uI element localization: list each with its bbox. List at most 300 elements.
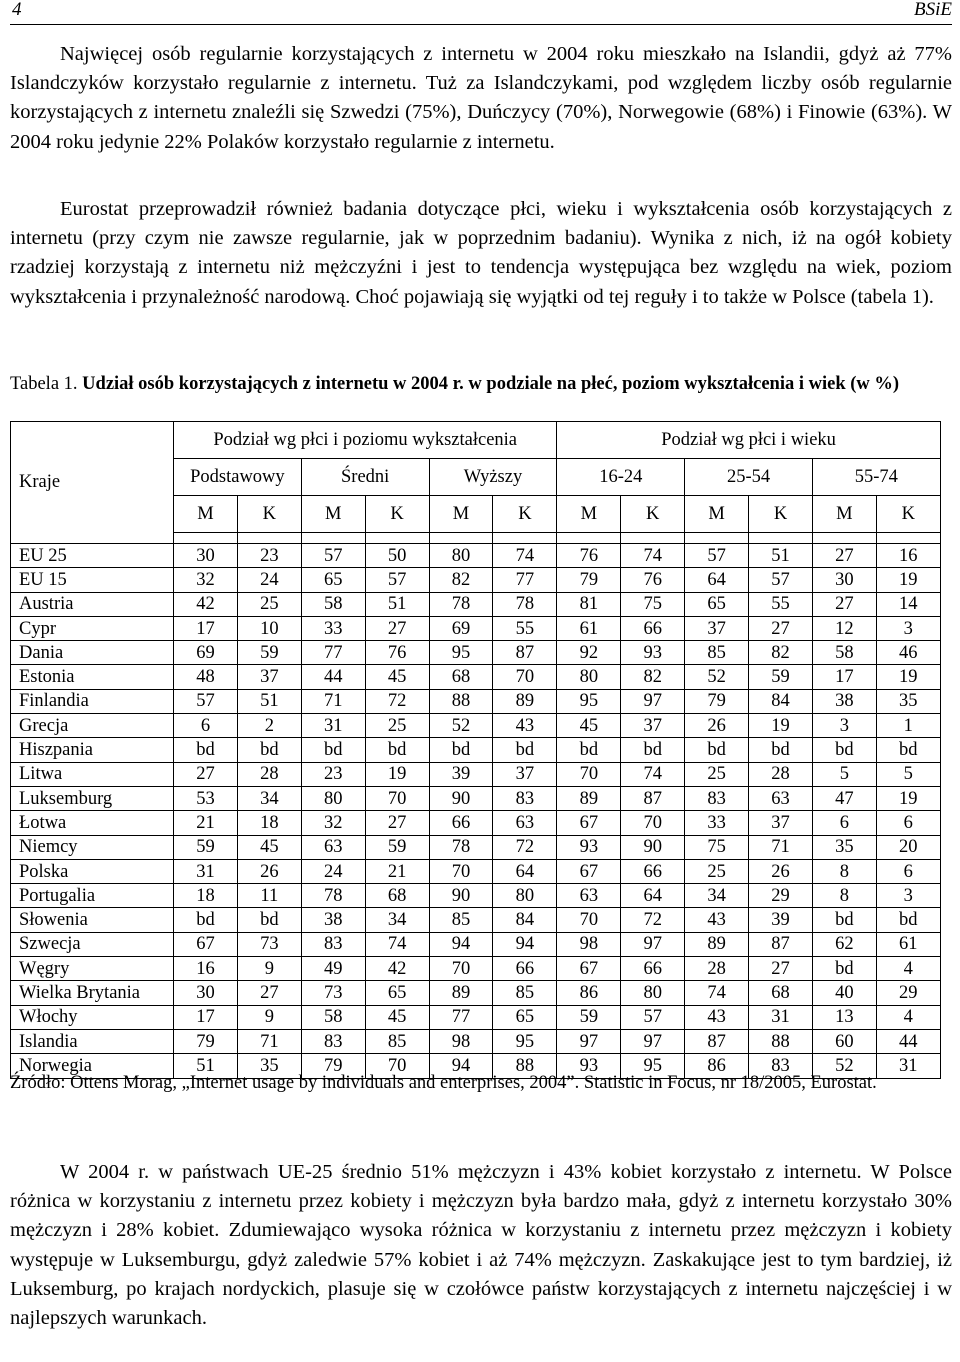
table-row [11, 592, 941, 616]
value-cell: 93 [557, 1054, 621, 1078]
value-cell: 27 [237, 981, 301, 1005]
subgroup-header: 55-74 [812, 459, 940, 496]
value-cell: 87 [621, 786, 685, 810]
table-row [11, 981, 941, 1005]
value-cell: 70 [429, 859, 493, 883]
sex-header: M [301, 496, 365, 533]
value-cell: 29 [876, 981, 940, 1005]
value-cell: 26 [749, 859, 813, 883]
spacer-cell [685, 533, 749, 544]
value-cell: 13 [812, 1005, 876, 1029]
value-cell: 67 [557, 957, 621, 981]
country-cell: Austria [11, 592, 174, 616]
value-cell: 37 [237, 665, 301, 689]
value-cell: 30 [174, 981, 238, 1005]
country-cell: Estonia [11, 665, 174, 689]
value-cell: 26 [685, 714, 749, 738]
value-cell: 70 [493, 665, 557, 689]
spacer-cell [429, 533, 493, 544]
value-cell: 52 [685, 665, 749, 689]
value-cell: 58 [301, 592, 365, 616]
value-cell: 18 [237, 811, 301, 835]
value-cell: 45 [365, 1005, 429, 1029]
value-cell: 80 [493, 884, 557, 908]
table-row [11, 932, 941, 956]
value-cell: 80 [301, 786, 365, 810]
education-group-header: Podział wg płci i poziomu wykształcenia [174, 422, 557, 459]
paragraph-1-text: Najwięcej osób regularnie korzystających z internetu w 2004 roku mieszkało na Islandii, gdyż aż 77% Islandczyków korzystało regularnie z internetu. Tuż za Islandczykami, pod względem liczby osób regularnie korzystających z internetu znaleźli się Szwedzi (75%), Duńczycy (70%), Norwegowie (68%) i Finowie (63%). W 2004 roku jedynie 22% Polaków korzystało regularnie z internetu. [10, 43, 952, 153]
value-cell: 85 [685, 641, 749, 665]
value-cell: 83 [685, 786, 749, 810]
value-cell: 65 [685, 592, 749, 616]
value-cell: bd [174, 738, 238, 762]
value-cell: 67 [557, 859, 621, 883]
value-cell: 95 [493, 1029, 557, 1053]
value-cell: 10 [237, 616, 301, 640]
sex-header: M [812, 496, 876, 533]
value-cell: 17 [812, 665, 876, 689]
value-cell: 52 [812, 1054, 876, 1078]
value-cell: 24 [237, 568, 301, 592]
table-caption [10, 372, 952, 397]
value-cell: 90 [621, 835, 685, 859]
value-cell: 27 [749, 957, 813, 981]
value-cell: 9 [237, 957, 301, 981]
table-row [11, 859, 941, 883]
value-cell: 4 [876, 957, 940, 981]
table-row [11, 665, 941, 689]
value-cell: 74 [493, 544, 557, 568]
value-cell: 58 [301, 1005, 365, 1029]
value-cell: 35 [876, 689, 940, 713]
value-cell: 25 [365, 714, 429, 738]
value-cell: 31 [749, 1005, 813, 1029]
value-cell: 69 [429, 616, 493, 640]
table-row [11, 544, 941, 568]
value-cell: 63 [749, 786, 813, 810]
value-cell: 80 [557, 665, 621, 689]
country-cell: EU 15 [11, 568, 174, 592]
value-cell: 23 [237, 544, 301, 568]
value-cell: 49 [301, 957, 365, 981]
value-cell: bd [301, 738, 365, 762]
country-cell: Polska [11, 859, 174, 883]
value-cell: 6 [174, 714, 238, 738]
value-cell: 68 [749, 981, 813, 1005]
value-cell: 79 [557, 568, 621, 592]
value-cell: 75 [685, 835, 749, 859]
value-cell: 31 [174, 859, 238, 883]
value-cell: 28 [237, 762, 301, 786]
country-cell: Niemcy [11, 835, 174, 859]
country-cell: EU 25 [11, 544, 174, 568]
sex-header: M [685, 496, 749, 533]
value-cell: 90 [429, 884, 493, 908]
value-cell: 17 [174, 1005, 238, 1029]
paragraph-3-text: W 2004 r. w państwach UE-25 średnio 51% mężczyzn i 43% kobiet korzystało z internetu. W Polsce różnica w korzystaniu z internetu przez kobiety i mężczyzn była bardzo mała, gdyż z internetu korzystało 30% mężczyzn i 28% kobiet. Zdumiewająco wysoka różnica w korzystaniu z internetu przez mężczyzn i kobiety występuje w Luksemburgu, gdyż zaledwie 57% kobiet i aż 74% mężczyzn. Zaskakujące jest to tym bardziej, iż Luksemburg, po krajach nordyckich, plasuje się w czołówce państw korzystających z internetu najczęściej i w najlepszych warunkach. [10, 1161, 952, 1330]
value-cell: 27 [812, 592, 876, 616]
value-cell: 23 [301, 762, 365, 786]
subgroup-header: Podstawowy [174, 459, 302, 496]
value-cell: 2 [237, 714, 301, 738]
value-cell: 75 [621, 592, 685, 616]
value-cell: 6 [876, 859, 940, 883]
value-cell: bd [812, 738, 876, 762]
country-cell: Litwa [11, 762, 174, 786]
value-cell: 88 [749, 1029, 813, 1053]
value-cell: 28 [749, 762, 813, 786]
value-cell: 40 [812, 981, 876, 1005]
value-cell: bd [876, 908, 940, 932]
value-cell: 79 [685, 689, 749, 713]
value-cell: 5 [812, 762, 876, 786]
country-cell: Islandia [11, 1029, 174, 1053]
value-cell: 88 [493, 1054, 557, 1078]
sex-header: K [365, 496, 429, 533]
value-cell: 86 [557, 981, 621, 1005]
value-cell: bd [812, 957, 876, 981]
value-cell: bd [812, 908, 876, 932]
value-cell: 85 [493, 981, 557, 1005]
value-cell: bd [237, 908, 301, 932]
table-row [11, 616, 941, 640]
value-cell: 57 [685, 544, 749, 568]
value-cell: 70 [557, 908, 621, 932]
value-cell: 19 [365, 762, 429, 786]
value-cell: 57 [301, 544, 365, 568]
value-cell: 8 [812, 884, 876, 908]
value-cell: 66 [493, 957, 557, 981]
value-cell: 64 [493, 859, 557, 883]
paragraph-3 [10, 1158, 952, 1333]
sex-header: K [237, 496, 301, 533]
value-cell: 71 [301, 689, 365, 713]
value-cell: 65 [493, 1005, 557, 1029]
value-cell: 95 [429, 641, 493, 665]
value-cell: 17 [174, 616, 238, 640]
value-cell: 37 [493, 762, 557, 786]
value-cell: 27 [174, 762, 238, 786]
value-cell: 21 [365, 859, 429, 883]
value-cell: 57 [621, 1005, 685, 1029]
country-cell: Słowenia [11, 908, 174, 932]
value-cell: 27 [812, 544, 876, 568]
sex-header: K [876, 496, 940, 533]
value-cell: 94 [429, 932, 493, 956]
value-cell: bd [621, 738, 685, 762]
value-cell: 31 [876, 1054, 940, 1078]
table-row [11, 1029, 941, 1053]
value-cell: bd [557, 738, 621, 762]
value-cell: 45 [557, 714, 621, 738]
value-cell: 88 [429, 689, 493, 713]
value-cell: 83 [749, 1054, 813, 1078]
value-cell: 42 [365, 957, 429, 981]
value-cell: 77 [493, 568, 557, 592]
value-cell: 62 [812, 932, 876, 956]
value-cell: 50 [365, 544, 429, 568]
table-row [11, 1005, 941, 1029]
value-cell: bd [493, 738, 557, 762]
value-cell: 30 [174, 544, 238, 568]
value-cell: 72 [621, 908, 685, 932]
spacer-cell [301, 533, 365, 544]
value-cell: 70 [557, 762, 621, 786]
value-cell: 32 [174, 568, 238, 592]
value-cell: 34 [685, 884, 749, 908]
value-cell: 82 [429, 568, 493, 592]
value-cell: 68 [429, 665, 493, 689]
value-cell: 78 [493, 592, 557, 616]
value-cell: 57 [174, 689, 238, 713]
value-cell: 89 [557, 786, 621, 810]
value-cell: 48 [174, 665, 238, 689]
value-cell: 65 [365, 981, 429, 1005]
sex-header: M [174, 496, 238, 533]
value-cell: 8 [812, 859, 876, 883]
value-cell: 51 [174, 1054, 238, 1078]
value-cell: 1 [876, 714, 940, 738]
table-row [11, 641, 941, 665]
value-cell: 44 [301, 665, 365, 689]
value-cell: 33 [685, 811, 749, 835]
value-cell: 72 [493, 835, 557, 859]
value-cell: 37 [685, 616, 749, 640]
country-cell: Portugalia [11, 884, 174, 908]
value-cell: bd [749, 738, 813, 762]
value-cell: 27 [365, 811, 429, 835]
page-number: 4 [12, 0, 22, 20]
value-cell: 63 [557, 884, 621, 908]
table-body [11, 544, 941, 1079]
table-row [11, 568, 941, 592]
value-cell: bd [174, 908, 238, 932]
value-cell: 97 [621, 1029, 685, 1053]
value-cell: 87 [685, 1029, 749, 1053]
country-cell: Cypr [11, 616, 174, 640]
value-cell: 83 [301, 1029, 365, 1053]
value-cell: 55 [493, 616, 557, 640]
value-cell: 29 [749, 884, 813, 908]
value-cell: 25 [685, 859, 749, 883]
table-row [11, 738, 941, 762]
value-cell: 84 [749, 689, 813, 713]
value-cell: 55 [749, 592, 813, 616]
country-cell: Norwegia [11, 1054, 174, 1078]
value-cell: 38 [812, 689, 876, 713]
value-cell: 45 [237, 835, 301, 859]
table-row [11, 689, 941, 713]
value-cell: 84 [493, 908, 557, 932]
value-cell: 82 [621, 665, 685, 689]
country-cell: Luksemburg [11, 786, 174, 810]
value-cell: 16 [876, 544, 940, 568]
caption-bold: Udział osób korzystających z internetu w 2004 r. [82, 374, 464, 394]
value-cell: 3 [876, 884, 940, 908]
value-cell: 87 [749, 932, 813, 956]
value-cell: 73 [237, 932, 301, 956]
value-cell: 79 [174, 1029, 238, 1053]
value-cell: 70 [365, 1054, 429, 1078]
value-cell: 98 [557, 932, 621, 956]
value-cell: 42 [174, 592, 238, 616]
value-cell: 89 [493, 689, 557, 713]
subgroup-header: 25-54 [685, 459, 813, 496]
value-cell: 74 [621, 544, 685, 568]
value-cell: 78 [301, 884, 365, 908]
value-cell: 70 [429, 957, 493, 981]
value-cell: 30 [812, 568, 876, 592]
value-cell: 11 [237, 884, 301, 908]
value-cell: 64 [621, 884, 685, 908]
country-cell: Hiszpania [11, 738, 174, 762]
value-cell: 59 [174, 835, 238, 859]
table-row [11, 762, 941, 786]
value-cell: 93 [621, 641, 685, 665]
value-cell: 51 [749, 544, 813, 568]
value-cell: 86 [685, 1054, 749, 1078]
value-cell: 97 [621, 689, 685, 713]
paragraph-1 [10, 40, 952, 157]
age-group-header: Podział wg płci i wieku [557, 422, 940, 459]
value-cell: 76 [621, 568, 685, 592]
sex-header: K [749, 496, 813, 533]
subgroup-header: 16-24 [557, 459, 685, 496]
value-cell: 67 [174, 932, 238, 956]
table-row [11, 884, 941, 908]
spacer-cell [365, 533, 429, 544]
value-cell: 94 [429, 1054, 493, 1078]
value-cell: 26 [237, 859, 301, 883]
value-cell: 74 [621, 762, 685, 786]
sex-header: K [621, 496, 685, 533]
value-cell: 70 [365, 786, 429, 810]
value-cell: 59 [749, 665, 813, 689]
value-cell: 19 [876, 568, 940, 592]
value-cell: 57 [365, 568, 429, 592]
value-cell: bd [237, 738, 301, 762]
sex-header: M [429, 496, 493, 533]
value-cell: 25 [685, 762, 749, 786]
value-cell: bd [365, 738, 429, 762]
spacer-cell [749, 533, 813, 544]
value-cell: 21 [174, 811, 238, 835]
value-cell: 74 [365, 932, 429, 956]
value-cell: 45 [365, 665, 429, 689]
value-cell: 9 [237, 1005, 301, 1029]
value-cell: 85 [365, 1029, 429, 1053]
value-cell: 89 [685, 932, 749, 956]
value-cell: 3 [812, 714, 876, 738]
spacer-cell [174, 533, 238, 544]
value-cell: 47 [812, 786, 876, 810]
value-cell: 66 [621, 859, 685, 883]
country-cell: Szwecja [11, 932, 174, 956]
value-cell: bd [685, 738, 749, 762]
value-cell: 61 [876, 932, 940, 956]
value-cell: 83 [301, 932, 365, 956]
value-cell: 53 [174, 786, 238, 810]
value-cell: 76 [365, 641, 429, 665]
value-cell: 78 [429, 835, 493, 859]
value-cell: 87 [493, 641, 557, 665]
country-cell: Włochy [11, 1005, 174, 1029]
value-cell: 64 [685, 568, 749, 592]
value-cell: 63 [493, 811, 557, 835]
value-cell: 25 [237, 592, 301, 616]
value-cell: 19 [876, 786, 940, 810]
value-cell: 31 [301, 714, 365, 738]
caption-rest: w podziale na płeć, poziom wykształcenia i wiek (w %) [468, 374, 900, 394]
value-cell: 46 [876, 641, 940, 665]
value-cell: 66 [621, 616, 685, 640]
country-cell: Grecja [11, 714, 174, 738]
data-table [10, 421, 941, 1079]
value-cell: 61 [557, 616, 621, 640]
spacer-cell [493, 533, 557, 544]
value-cell: 12 [812, 616, 876, 640]
caption-label: Tabela 1. [10, 374, 78, 394]
table-row [11, 835, 941, 859]
value-cell: 35 [237, 1054, 301, 1078]
value-cell: 67 [557, 811, 621, 835]
group-header-row [11, 422, 941, 459]
value-cell: 95 [557, 689, 621, 713]
value-cell: bd [876, 738, 940, 762]
value-cell: 70 [621, 811, 685, 835]
value-cell: 82 [749, 641, 813, 665]
value-cell: 80 [621, 981, 685, 1005]
subgroup-header: Średni [301, 459, 429, 496]
value-cell: 34 [365, 908, 429, 932]
value-cell: 92 [557, 641, 621, 665]
value-cell: 97 [557, 1029, 621, 1053]
table-row [11, 908, 941, 932]
value-cell: 6 [812, 811, 876, 835]
value-cell: 94 [493, 932, 557, 956]
value-cell: 81 [557, 592, 621, 616]
value-cell: 85 [429, 908, 493, 932]
value-cell: 77 [301, 641, 365, 665]
value-cell: 20 [876, 835, 940, 859]
sex-header: M [557, 496, 621, 533]
country-cell: Finlandia [11, 689, 174, 713]
value-cell: 16 [174, 957, 238, 981]
value-cell: 71 [237, 1029, 301, 1053]
value-cell: 32 [301, 811, 365, 835]
paragraph-2 [10, 195, 952, 312]
value-cell: 76 [557, 544, 621, 568]
value-cell: 27 [365, 616, 429, 640]
value-cell: 24 [301, 859, 365, 883]
value-cell: bd [429, 738, 493, 762]
value-cell: 97 [621, 932, 685, 956]
table-row [11, 957, 941, 981]
value-cell: 73 [301, 981, 365, 1005]
value-cell: 58 [812, 641, 876, 665]
value-cell: 51 [237, 689, 301, 713]
value-cell: 3 [876, 616, 940, 640]
value-cell: 6 [876, 811, 940, 835]
spacer-cell [812, 533, 876, 544]
value-cell: 68 [365, 884, 429, 908]
value-cell: 66 [429, 811, 493, 835]
value-cell: 33 [301, 616, 365, 640]
country-cell: Węgry [11, 957, 174, 981]
value-cell: 39 [749, 908, 813, 932]
value-cell: 44 [876, 1029, 940, 1053]
value-cell: 98 [429, 1029, 493, 1053]
